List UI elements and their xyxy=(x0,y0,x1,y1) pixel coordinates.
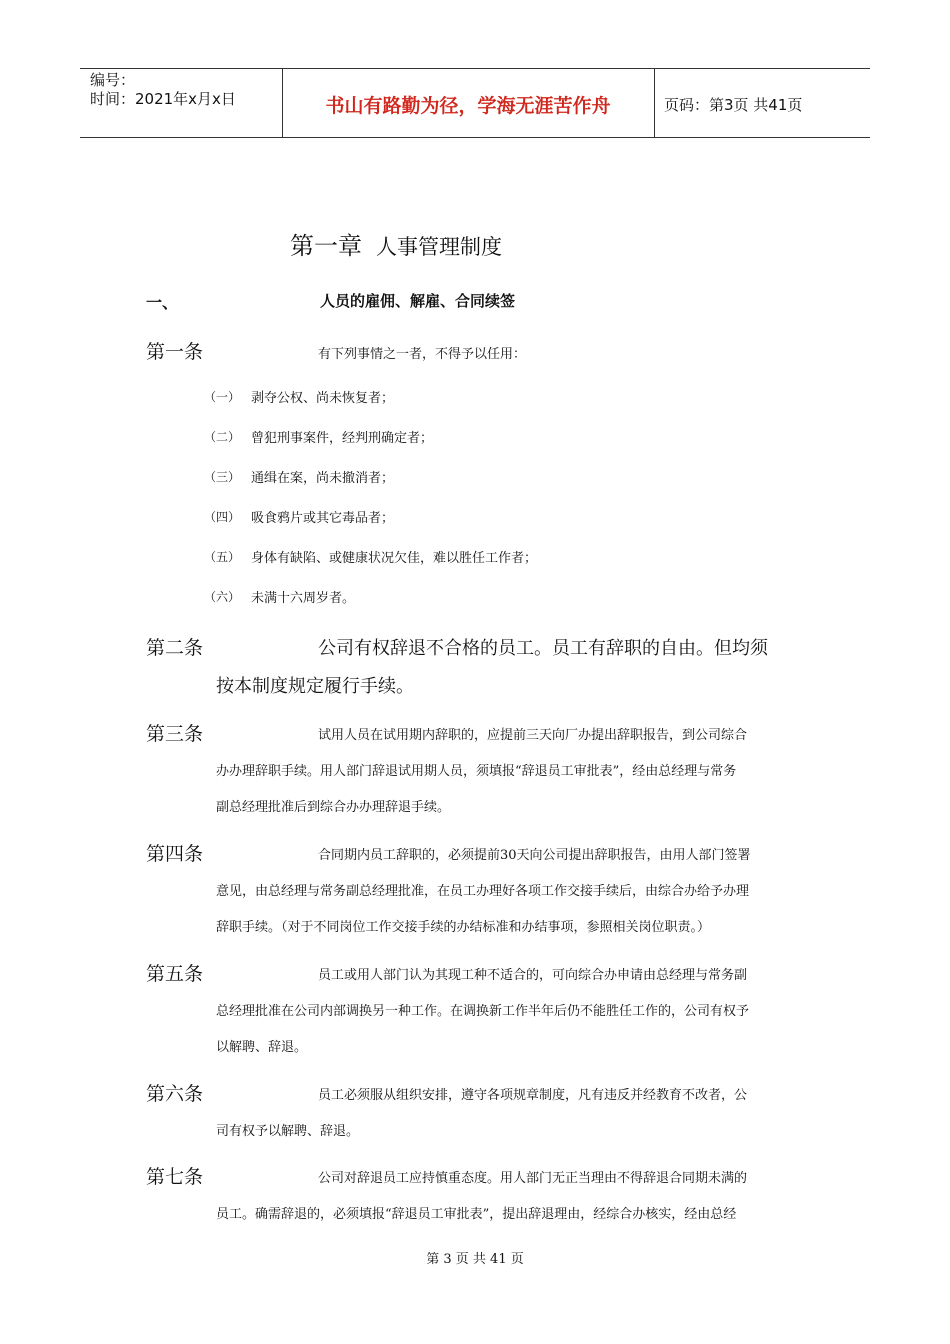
list-item-number: （二） xyxy=(204,430,241,444)
article-4-line-3: 辞职手续。（对于不同岗位工作交接手续的办结标准和办结事项，参照相关岗位职责。） xyxy=(216,920,711,935)
header-number-label: 编号： xyxy=(90,71,136,89)
list-item-text: 剥夺公权、尚未恢复者； xyxy=(251,391,395,406)
article-7-line-1: 公司对辞退员工应持慎重态度。用人部门无正当理由不得辞退合同期未满的 xyxy=(318,1171,748,1186)
article-6-line-1: 员工必须服从组织安排，遵守各项规章制度，凡有违反并经教育不改者，公 xyxy=(318,1088,748,1103)
list-item-text: 未满十六周岁者。 xyxy=(251,591,356,606)
list-item-text: 吸食鸦片或其它毒品者； xyxy=(251,511,395,526)
article-3-line-1: 试用人员在试用期内辞职的，应提前三天向厂办提出辞职报告，到公司综合 xyxy=(318,728,748,743)
article-5-label: 第五条 xyxy=(146,963,204,985)
header-date: 时间：2021年x月x日 xyxy=(90,90,236,108)
page-footer: 第 3 页 共 41 页 xyxy=(426,1252,524,1267)
list-item-number: （四） xyxy=(204,510,241,524)
chapter-title: 第一章 xyxy=(290,232,362,260)
section-title: 人员的雇佣、解雇、合同续签 xyxy=(320,292,516,310)
article-3-label: 第三条 xyxy=(146,723,204,745)
article-3-line-3: 副总经理批准后到综合办办理辞退手续。 xyxy=(216,800,451,815)
article-2-line-2: 按本制度规定履行手续。 xyxy=(216,676,414,697)
list-item-text: 身体有缺陷、或健康状况欠佳，难以胜任工作者； xyxy=(251,551,538,566)
header-divider-right xyxy=(654,69,655,137)
article-2-line-1: 公司有权辞退不合格的员工。员工有辞职的自由。但均须 xyxy=(318,638,768,659)
list-item-number: （三） xyxy=(204,470,241,484)
list-item-number: （六） xyxy=(204,590,241,604)
article-7-label: 第七条 xyxy=(146,1166,204,1188)
header-motto: 书山有路勤为径，学海无涯苦作舟 xyxy=(325,95,611,117)
article-5-line-3: 以解聘、辞退。 xyxy=(216,1040,308,1055)
list-item-number: （一） xyxy=(204,390,241,404)
list-item-number: （五） xyxy=(204,550,241,564)
article-1-text: 有下列事情之一者，不得予以任用： xyxy=(318,347,527,362)
article-5-line-2: 总经理批准在公司内部调换另一种工作。在调换新工作半年后仍不能胜任工作的，公司有权予 xyxy=(216,1004,750,1019)
article-7-line-2: 员工。确需辞退的，必须填报“辞退员工审批表”，提出辞退理由，经综合办核实，经由总经 xyxy=(216,1207,737,1222)
page-header xyxy=(80,68,870,138)
section-number: 一、 xyxy=(146,293,179,312)
article-4-line-1: 合同期内员工辞职的，必须提前30天向公司提出辞职报告，由用人部门签署 xyxy=(318,848,751,863)
article-2-label: 第二条 xyxy=(146,637,204,659)
article-5-line-1: 员工或用人部门认为其现工种不适合的，可向综合办申请由总经理与常务副 xyxy=(318,968,748,983)
article-4-label: 第四条 xyxy=(146,843,204,865)
header-page-info: 页码：第3页 共41页 xyxy=(664,96,803,114)
list-item-text: 曾犯刑事案件，经判刑确定者； xyxy=(251,431,434,446)
article-1-label: 第一条 xyxy=(146,341,204,363)
article-3-line-2: 办办理辞职手续。用人部门辞退试用期人员，须填报“辞退员工审批表”，经由总经理与常务 xyxy=(216,764,737,779)
article-6-label: 第六条 xyxy=(146,1083,204,1105)
chapter-heading xyxy=(290,226,502,261)
chapter-subtitle: 人事管理制度 xyxy=(376,235,502,259)
article-4-line-2: 意见，由总经理与常务副总经理批准，在员工办理好各项工作交接手续后，由综合办给予办理 xyxy=(216,884,750,899)
header-meta xyxy=(90,71,236,109)
article-6-line-2: 司有权予以解聘、辞退。 xyxy=(216,1124,360,1139)
list-item-text: 通缉在案，尚未撤消者； xyxy=(251,471,395,486)
